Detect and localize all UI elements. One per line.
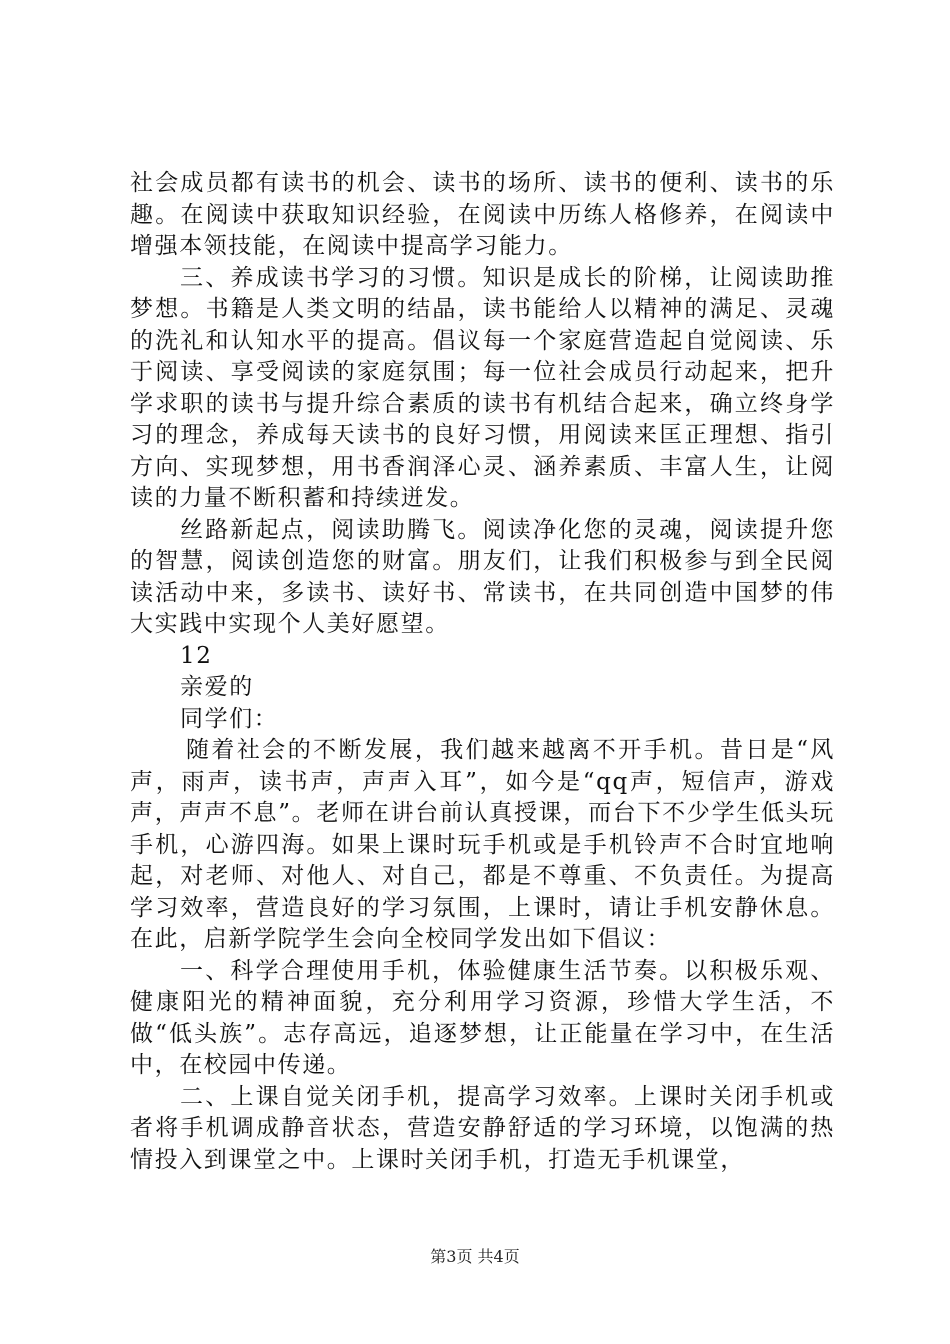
document-body [130, 168, 835, 1176]
paragraph-6: 二、上课自觉关闭手机，提高学习效率。上课时关闭手机或者将手机调成静音状态，营造安静舒适的学习环境，以饱满的热情投入到课堂之中。上课时关闭手机，打造无手机课堂， [130, 1083, 835, 1173]
page-footer: 第3页 共4页 [430, 1247, 520, 1266]
paragraph-5: 一、科学合理使用手机，体验健康生活节奏。以积极乐观、健康阳光的精神面貌，充分利用学习资源，珍惜大学生活，不做“低头族”。志存高远，追逐梦想，让正能量在学习中，在生活中，在校园中传递。 [130, 957, 835, 1078]
paragraph-2: 三、养成读书学习的习惯。知识是成长的阶梯，让阅读助推梦想。书籍是人类文明的结晶，读书能给人以精神的满足、灵魂的洗礼和认知水平的提高。倡议每一个家庭营造起自觉阅读、乐于阅读、享受阅读的家庭氛围；每一位社会成员行动起来，把升学求职的读书与提升综合素质的读书有机结合起来，确立终身学习的理念，养成每天读书的良好习惯，用阅读来匡正理想、指引方向、实现梦想，用书香润泽心灵、涵养素质、丰富人生，让阅读的力量不断积蓄和持续迸发。 [130, 264, 835, 511]
salutation-line-1: 亲爱的 [180, 674, 254, 700]
paragraph-3: 丝路新起点，阅读助腾飞。阅读净化您的灵魂，阅读提升您的智慧，阅读创造您的财富。朋友们，让我们积极参与到全民阅读活动中来，多读书、读好书、常读书，在共同创造中国梦的伟大实践中实现个人美好愿望。 [130, 516, 835, 637]
salutation-line-2: 同学们： [180, 705, 279, 732]
paragraph-4: 随着社会的不断发展，我们越来越离不开手机。昔日是“风声，雨声，读书声，声声入耳”，如今是“qq声，短信声，游戏声，声声不息”。老师在讲台前认真授课，而台下不少学生低头玩手机，心游四海。如果上课时玩手机或是手机铃声不合时宜地响起，对老师、对他人、对自己，都是不尊重、不负责任。为提高学习效率，营造良好的学习氛围，上课时，请让手机安静休息。在此，启新学院学生会向全校同学发出如下倡议： [130, 737, 835, 952]
paragraph-1: 社会成员都有读书的机会、读书的场所、读书的便利、读书的乐趣。在阅读中获取知识经验，在阅读中历练人格修养，在阅读中增强本领技能，在阅读中提高学习能力。 [130, 170, 835, 259]
section-number: 12 [180, 642, 213, 669]
